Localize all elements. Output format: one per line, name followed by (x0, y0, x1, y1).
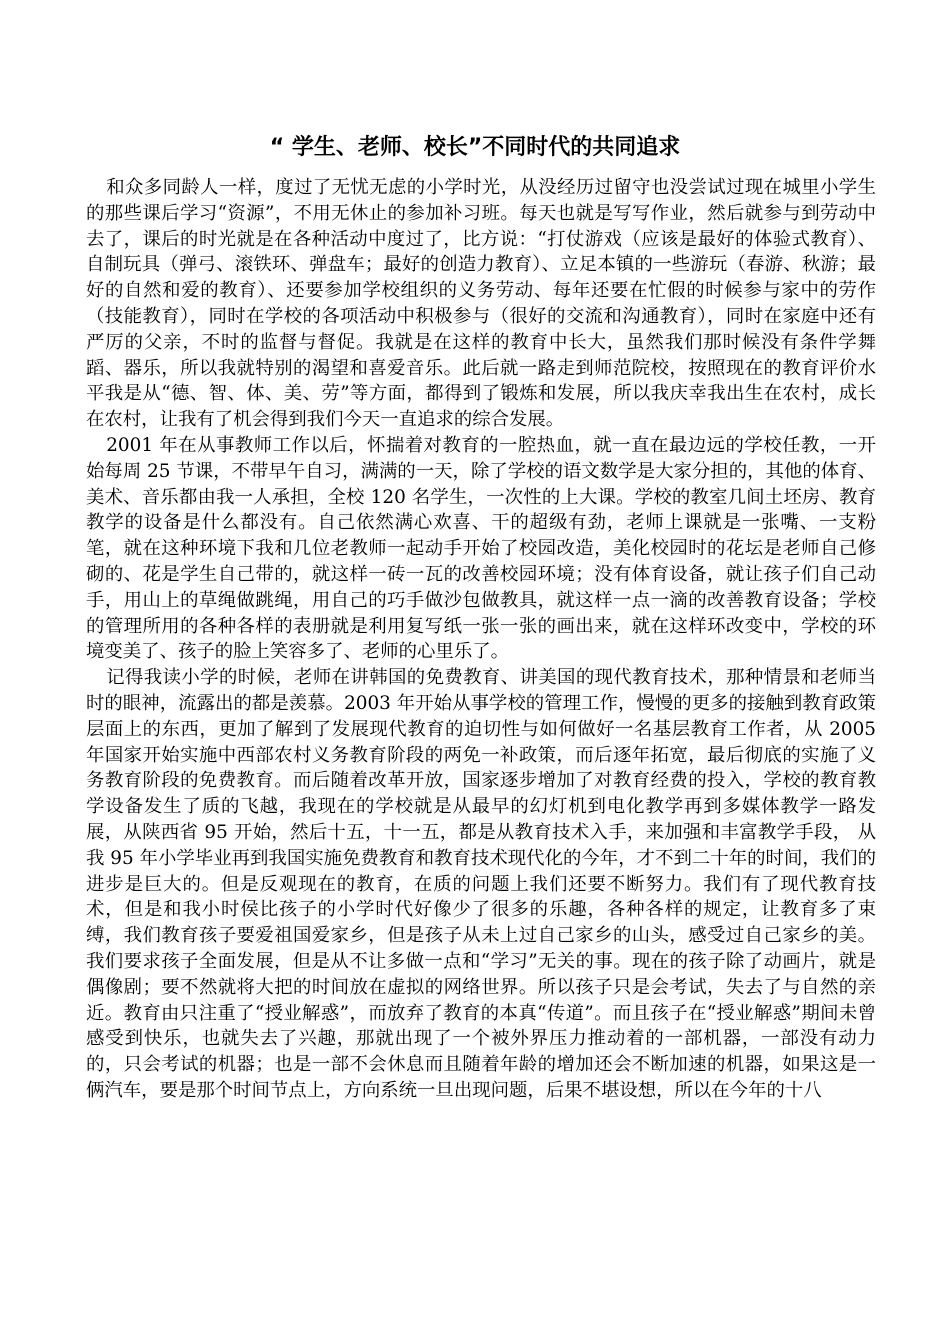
document-body (86, 175, 876, 1104)
paragraph-teaching-career: 2001 年在从事教师工作以后，怀揣着对教育的一腔热血，就一直在最边远的学校任教，一开始每周 25 节课，不带早午自习，满满的一天，除了学校的语文数学是大家分担的，其他的体育、美术、音乐都由我一人承担，全校 120 名学生，一次性的上大课。学校的教室几间土坯房、教育教学的设备是什么都没有。自己依然满心欢喜、干的超级有劲，老师上课就是一张嘴、一支粉笔，就在这种环境下我和几位老教师一起动手开始了校园改造，美化校园时的花坛是老师自己修砌的、花是学生自己带的，就这样一砖一瓦的改善校园环境；没有体育设备，就让孩子们自己动手，用山上的草绳做跳绳，用自己的巧手做沙包做教具，就这样一点一滴的改善教育设备；学校的管理所用的各种各样的表册就是利用复写纸一张一张的画出来，就在这样环改变中，学校的环境变美了、孩子的脸上笑容多了、老师的心里乐了。 (86, 434, 876, 663)
paragraph-education-reform: 记得我读小学的时候，老师在讲韩国的免费教育、讲美国的现代教育技术，那种情景和老师当时的眼神，流露出的都是羡慕。2003 年开始从事学校的管理工作，慢慢的更多的接触到教育政策层面上的东西，更加了解到了发展现代教育的迫切性与如何做好一名基层教育工作者，从 2005 年国家开始实施中西部农村义务教育阶段的两免一补政策，而后逐年拓宽，最后彻底的实施了义务教育阶段的免费教育。而后随着改革开放，国家逐步增加了对教育经费的投入，学校的教育教学设备发生了质的飞越，我现在的学校就是从最早的幻灯机到电化教学再到多媒体教学一路发展，从陕西省 95 开始，然后十五，十一五，都是从教育技术入手，来加强和丰富教学手段， 从我 95 年小学毕业再到我国实施免费教育和教育技术现代化的今年，才不到二十年的时间，我们的进步是巨大的。但是反观现在的教育，在质的问题上我们还要不断努力。我们有了现代教育技术，但是和我小时侯比孩子的小学时代好像少了很多的乐趣，各种各样的规定，让教育多了束缚，我们教育孩子要爱祖国爱家乡，但是孩子从未上过自己家乡的山头，感受过自己家乡的美。我们要求孩子全面发展，但是从不让多做一点和“学习”无关的事。现在的孩子除了动画片，就是偶像剧；要不然就将大把的时间放在虚拟的网络世界。所以孩子只是会考试，失去了与自然的亲近。教育由只注重了“授业解惑”，而放弃了教育的本真“传道”。而且孩子在“授业解惑”期间未曾感受到快乐，也就失去了兴趣，那就出现了一个被外界压力推动着的一部机器，一部没有动力的，只会考试的机器；也是一部不会休息而且随着年龄的增加还会不断加速的机器，如果这是一俩汽车，要是那个时间节点上，方向系统一旦出现问题，后果不堪设想，所以在今年的十八 (86, 667, 876, 1101)
paragraph-childhood: 和众多同龄人一样，度过了无忧无虑的小学时光，从没经历过留守也没尝试过现在城里小学生的那些课后学习“资源”，不用无休止的参加补习班。每天也就是写写作业，然后就参与到劳动中去了，课后的时光就是在各种活动中度过了，比方说：“打仗游戏（应该是最好的体验式教育）、自制玩具（弹弓、滚铁环、弹盘车；最好的创造力教育）、立足本镇的一些游玩（春游、秋游；最好的自然和爱的教育）、还要参加学校组织的义务劳动、每年还要在忙假的时候参与家中的劳作（技能教育），同时在学校的各项活动中积极参与（很好的交流和沟通教育），同时在家庭中还有严厉的父亲，不时的监督与督促。我就是在这样的教育中长大，虽然我们那时候没有条件学舞蹈、器乐，所以我就特别的渴望和喜爱音乐。此后就一路走到师范院校，按照现在的教育评价水平我是从“德、智、体、美、劳”等方面，都得到了锻炼和发展，所以我庆幸我出生在农村，成长在农村，让我有了机会得到我们今天一直追求的综合发展。 (86, 177, 876, 431)
document-title: “ 学生、老师、校长”不同时代的共同追求 (269, 135, 681, 160)
